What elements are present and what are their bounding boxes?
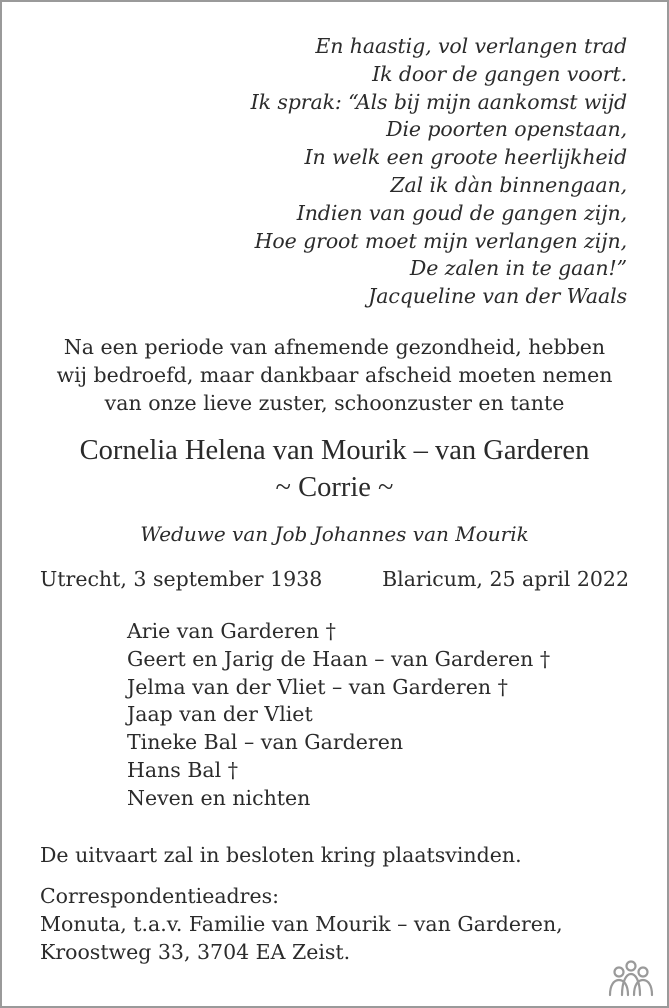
deceased-nickname: ~ Corrie ~ <box>275 472 394 503</box>
family-member: Hans Bal † <box>127 757 238 782</box>
poem-line: En haastig, vol verlangen trad <box>315 34 627 58</box>
family-list <box>127 618 550 813</box>
poem-line: De zalen in te gaan!” <box>409 256 627 281</box>
poem-line: Zal ik dàn binnengaan, <box>390 172 627 197</box>
funeral-note: De uitvaart zal in besloten kring plaatsvinden. <box>40 843 522 867</box>
family-member: Jaap van der Vliet <box>127 702 313 727</box>
family-member: Arie van Garderen † <box>127 619 336 643</box>
birth-place-date: Utrecht, 3 september 1938 <box>40 567 323 591</box>
poem <box>251 33 627 311</box>
poem-author: Jacqueline van der Waals <box>368 284 627 309</box>
widow-of: Weduwe van Job Johannes van Mourik <box>140 522 529 546</box>
correspondence-address <box>40 883 563 966</box>
deceased-name: Cornelia Helena van Mourik – van Garderen <box>79 435 590 466</box>
family-member: Jelma van der Vliet – van Garderen † <box>127 674 508 699</box>
poem-line: Hoe groot moet mijn verlangen zijn, <box>254 228 627 253</box>
family-member: Tineke Bal – van Garderen <box>127 730 404 755</box>
poem-line: Indien van goud de gangen zijn, <box>296 200 627 225</box>
death-place-date: Blaricum, 25 april 2022 <box>382 567 629 591</box>
intro-line: Na een periode van afnemende gezondheid, hebben <box>63 335 606 359</box>
intro-text <box>2 333 667 417</box>
address-line: Monuta, t.a.v. Familie van Mourik – van Garderen, <box>40 911 563 936</box>
poem-line: In welk een groote heerlijkheid <box>304 145 627 170</box>
correspondence-label: Correspondentieadres: <box>40 884 280 908</box>
intro-line: wij bedroefd, maar dankbaar afscheid moeten nemen <box>56 363 613 387</box>
address-line: Kroostweg 33, 3704 EA Zeist. <box>40 939 351 964</box>
poem-line: Ik door de gangen voort. <box>372 61 627 86</box>
family-member: Neven en nichten <box>127 785 311 810</box>
intro-line: van onze lieve zuster, schoonzuster en tante <box>104 391 565 415</box>
poem-line: Ik sprak: “Als bij mijn aankomst wijd <box>250 89 627 114</box>
poem-line: Die poorten openstaan, <box>386 117 627 142</box>
people-group-icon <box>605 958 657 998</box>
family-member: Geert en Jarig de Haan – van Garderen † <box>127 646 551 671</box>
